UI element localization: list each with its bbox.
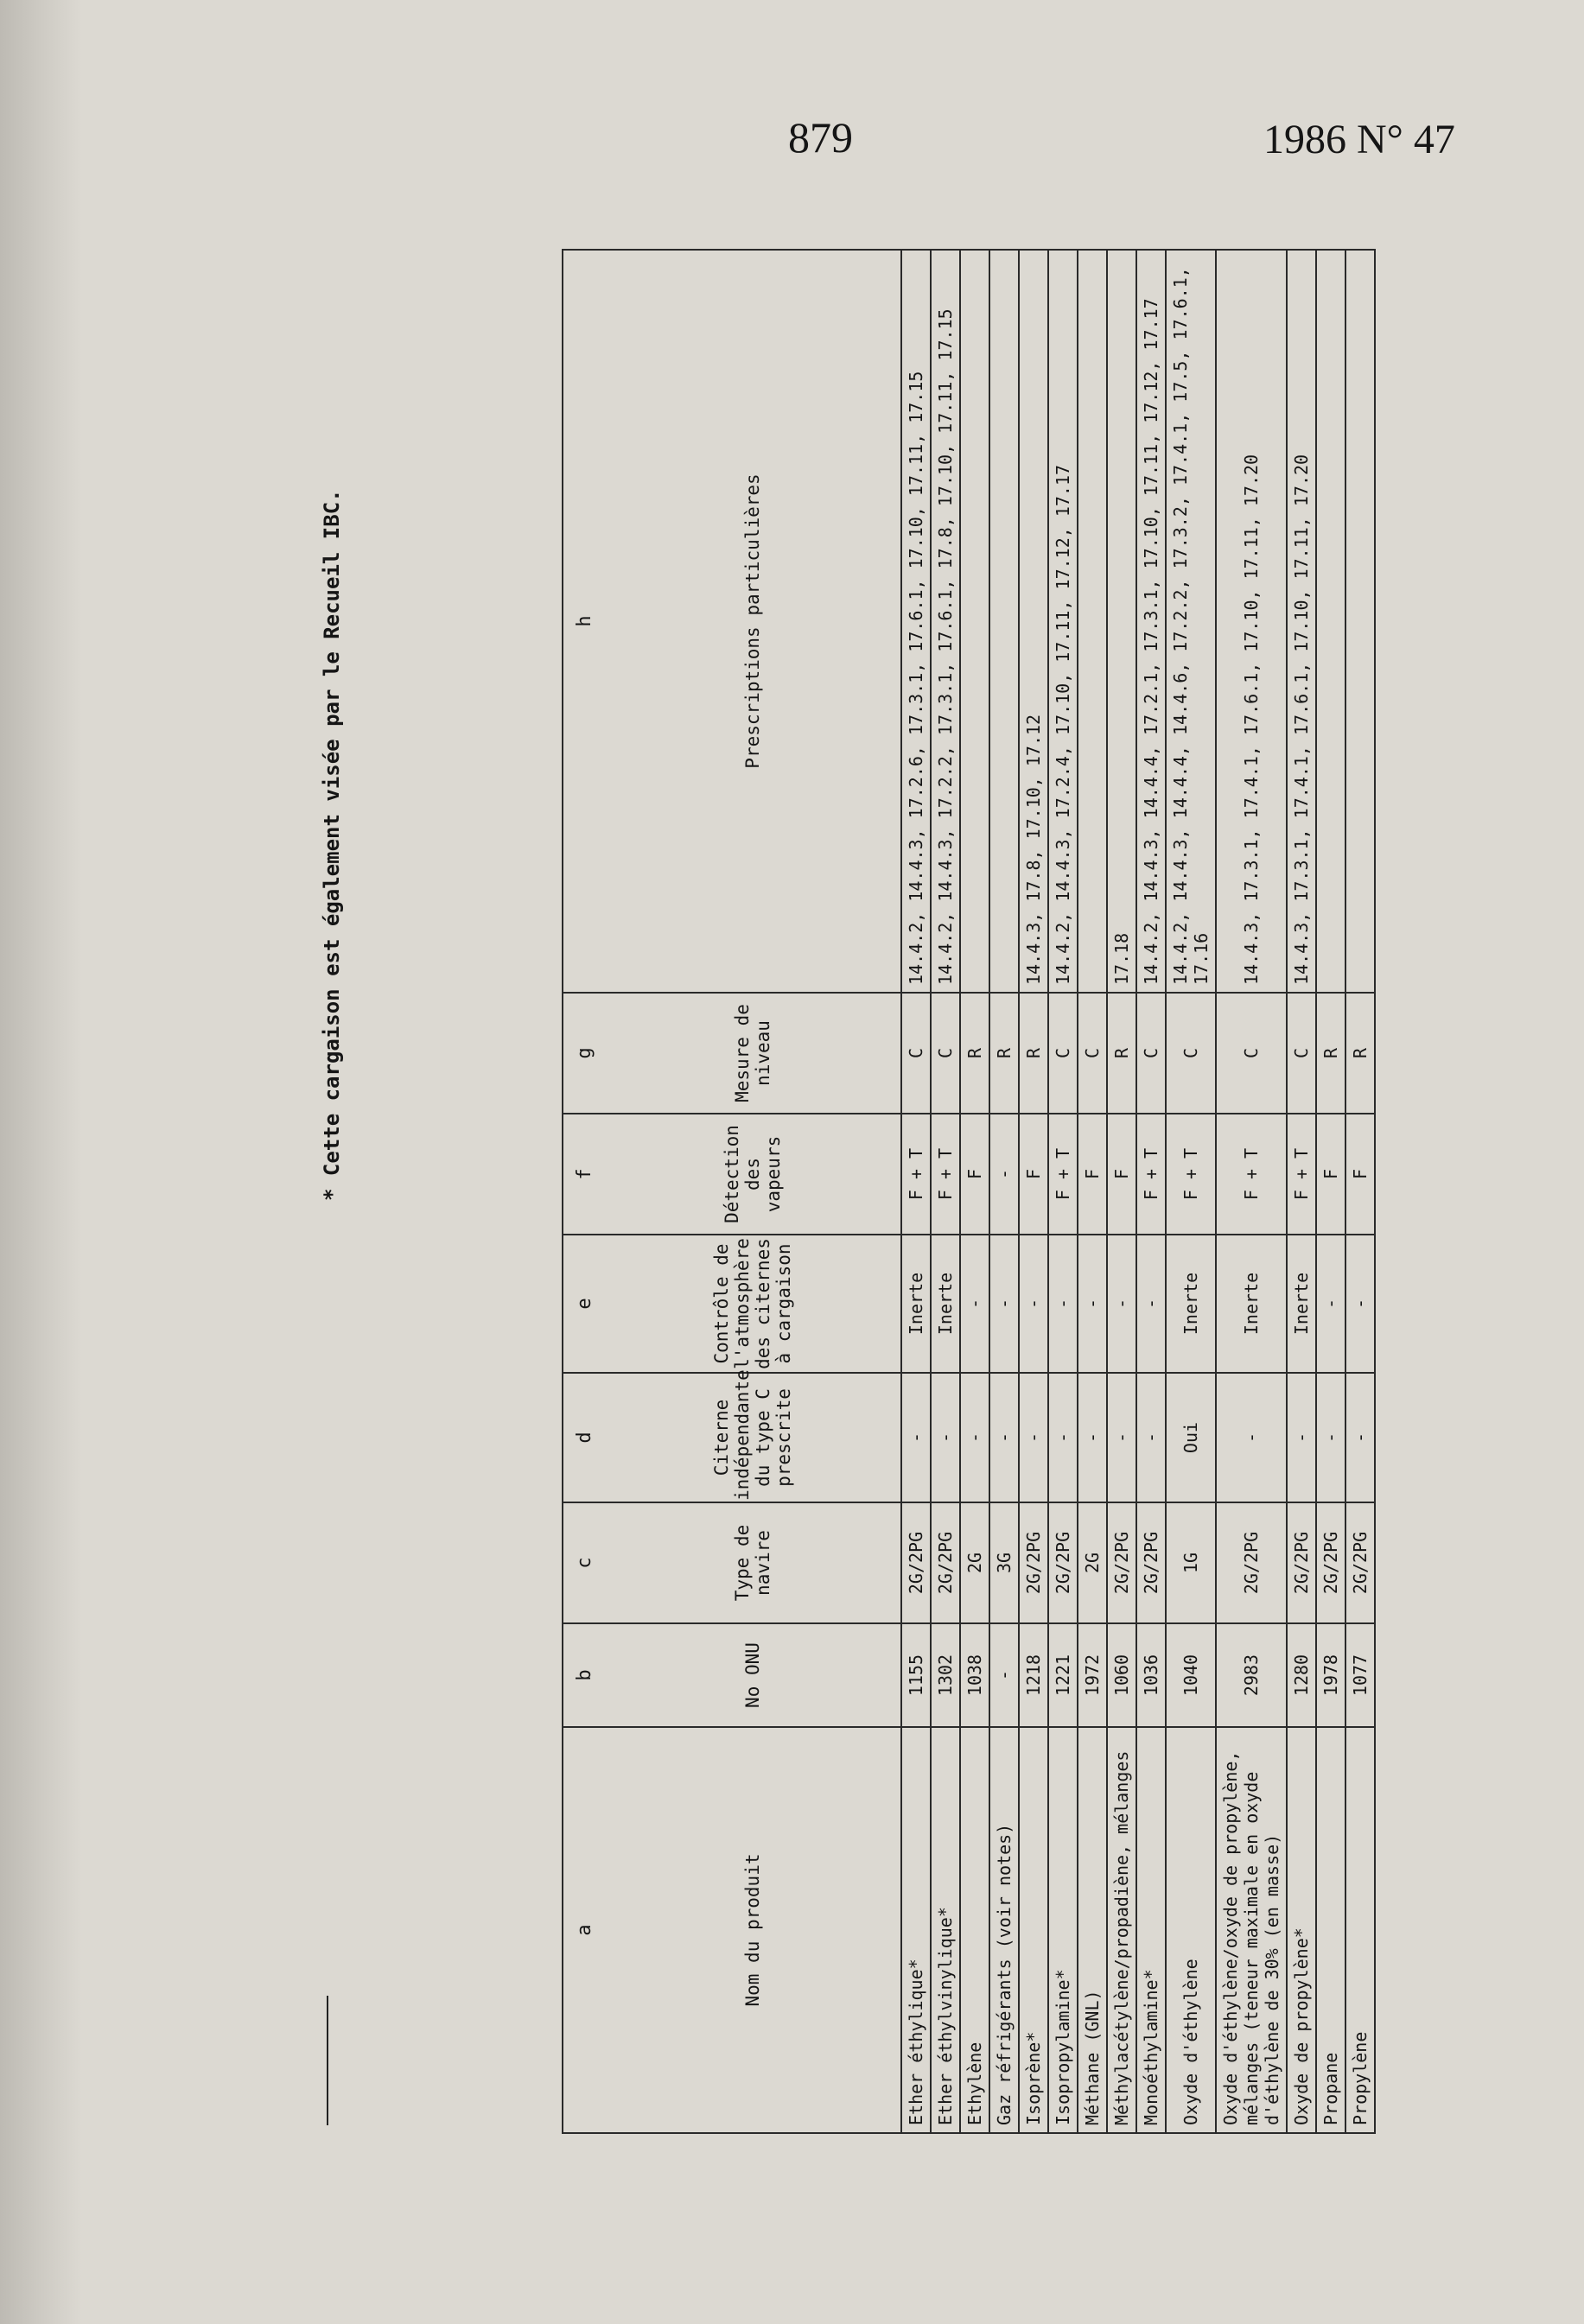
- table-cell: 2G/2PG: [1019, 1502, 1048, 1623]
- table-cell: 1221: [1048, 1623, 1078, 1727]
- table-cell: 2G/2PG: [1107, 1502, 1136, 1623]
- column-letter: f: [563, 1114, 605, 1235]
- column-letter: g: [563, 993, 605, 1114]
- table-cell: -: [1316, 1373, 1345, 1502]
- table-cell: 1978: [1316, 1623, 1345, 1727]
- table-cell: F + T: [931, 1114, 960, 1235]
- table-cell: Méthane (GNL): [1078, 1727, 1107, 2133]
- table-row: [1216, 250, 1287, 2133]
- table-cell: F: [1078, 1114, 1107, 1235]
- table-cell: F + T: [1136, 1114, 1166, 1235]
- table-cell: Gaz réfrigérants (voir notes): [989, 1727, 1019, 2133]
- table-cell: -: [931, 1373, 960, 1502]
- table-cell: 1040: [1166, 1623, 1216, 1727]
- column-letter: c: [563, 1502, 605, 1623]
- table-cell: [1345, 250, 1375, 993]
- table-row: [1107, 250, 1136, 2133]
- column-header: Contrôle de l'atmosphère des citernes à cargaison: [605, 1235, 901, 1373]
- table-cell: F + T: [901, 1114, 931, 1235]
- table-cell: -: [960, 1373, 989, 1502]
- table-row: [931, 250, 960, 2133]
- table-cell: C: [1136, 993, 1166, 1114]
- table-cell: 14.4.2, 14.4.3, 17.2.2, 17.3.1, 17.6.1, 17.8, 17.10, 17.11, 17.15: [931, 250, 960, 993]
- table-cell: -: [1019, 1235, 1048, 1373]
- table-cell: R: [989, 993, 1019, 1114]
- table-cell: -: [1048, 1235, 1078, 1373]
- table-cell: F + T: [1048, 1114, 1078, 1235]
- table-cell: 1G: [1166, 1502, 1216, 1623]
- table-row: [989, 250, 1019, 2133]
- footnote: * Cette cargaison est également visée par le Recueil IBC.: [320, 489, 344, 1201]
- table-cell: 14.4.3, 17.3.1, 17.4.1, 17.6.1, 17.10, 17.11, 17.20: [1216, 250, 1287, 993]
- column-letter: h: [563, 250, 605, 993]
- table-cell: [960, 250, 989, 993]
- table-cell: 1077: [1345, 1623, 1375, 1727]
- table-cell: F + T: [1166, 1114, 1216, 1235]
- table-cell: C: [931, 993, 960, 1114]
- table-cell: [1316, 250, 1345, 993]
- table-row: [901, 250, 931, 2133]
- table-row: [960, 250, 989, 2133]
- column-header: Détection des vapeurs: [605, 1114, 901, 1235]
- table-cell: Inerte: [901, 1235, 931, 1373]
- table-cell: -: [989, 1114, 1019, 1235]
- table-cell: [989, 250, 1019, 993]
- book-spine-shadow: [0, 0, 82, 2324]
- table-cell: 17.18: [1107, 250, 1136, 993]
- table-cell: [1078, 250, 1107, 993]
- table-row: [1316, 250, 1345, 2133]
- table-cell: C: [901, 993, 931, 1114]
- table-cell: F: [1345, 1114, 1375, 1235]
- table-cell: -: [1048, 1373, 1078, 1502]
- table-cell: 1302: [931, 1623, 960, 1727]
- column-letter: e: [563, 1235, 605, 1373]
- table-row: [1136, 250, 1166, 2133]
- table-cell: -: [1019, 1373, 1048, 1502]
- page-number: 879: [788, 113, 853, 162]
- table-cell: 2G/2PG: [1345, 1502, 1375, 1623]
- table-cell: -: [1287, 1373, 1316, 1502]
- table-cell: Oxyde de propylène*: [1287, 1727, 1316, 2133]
- cargo-table-frame: [562, 251, 1371, 2134]
- table-cell: 2G/2PG: [1048, 1502, 1078, 1623]
- table-cell: F + T: [1216, 1114, 1287, 1235]
- table-cell: 1972: [1078, 1623, 1107, 1727]
- column-header: Nom du produit: [605, 1727, 901, 2133]
- table-cell: Oui: [1166, 1373, 1216, 1502]
- table-cell: -: [1136, 1373, 1166, 1502]
- table-cell: -: [989, 1623, 1019, 1727]
- column-letter: d: [563, 1373, 605, 1502]
- table-cell: Propylène: [1345, 1727, 1375, 2133]
- table-cell: F: [1107, 1114, 1136, 1235]
- table-cell: R: [1316, 993, 1345, 1114]
- table-cell: 2G/2PG: [1316, 1502, 1345, 1623]
- column-header: Prescriptions particulières: [605, 250, 901, 993]
- column-header: Citerne indépendante du type C prescrite: [605, 1373, 901, 1502]
- table-cell: 2G: [960, 1502, 989, 1623]
- table-cell: C: [1048, 993, 1078, 1114]
- table-cell: -: [1345, 1373, 1375, 1502]
- table-cell: 3G: [989, 1502, 1019, 1623]
- table-cell: C: [1078, 993, 1107, 1114]
- table-cell: Isoprène*: [1019, 1727, 1048, 2133]
- table-cell: 1280: [1287, 1623, 1316, 1727]
- table-cell: -: [1078, 1235, 1107, 1373]
- table-cell: Inerte: [1216, 1235, 1287, 1373]
- table-row: [1287, 250, 1316, 2133]
- table-cell: Inerte: [1166, 1235, 1216, 1373]
- table-cell: 2G/2PG: [1216, 1502, 1287, 1623]
- table-cell: F: [1019, 1114, 1048, 1235]
- table-cell: -: [1107, 1235, 1136, 1373]
- table-cell: 2G/2PG: [931, 1502, 960, 1623]
- table-cell: F + T: [1287, 1114, 1316, 1235]
- table-cell: C: [1287, 993, 1316, 1114]
- table-cell: -: [1078, 1373, 1107, 1502]
- table-cell: C: [1166, 993, 1216, 1114]
- column-header: Mesure de niveau: [605, 993, 901, 1114]
- table-cell: C: [1216, 993, 1287, 1114]
- table-cell: -: [989, 1373, 1019, 1502]
- table-cell: Isopropylamine*: [1048, 1727, 1078, 2133]
- table-cell: F: [960, 1114, 989, 1235]
- table-cell: -: [1316, 1235, 1345, 1373]
- rotated-table-container: [562, 251, 1371, 2134]
- table-cell: Inerte: [931, 1235, 960, 1373]
- table-row: [1166, 250, 1216, 2133]
- table-cell: R: [1107, 993, 1136, 1114]
- table-cell: R: [1019, 993, 1048, 1114]
- table-cell: -: [1345, 1235, 1375, 1373]
- table-cell: 14.4.2, 14.4.3, 17.2.6, 17.3.1, 17.6.1, 17.10, 17.11, 17.15: [901, 250, 931, 993]
- table-cell: -: [989, 1235, 1019, 1373]
- table-cell: 2983: [1216, 1623, 1287, 1727]
- table-cell: Oxyde d'éthylène/oxyde de propylène, mélanges (teneur maximale en oxyde d'éthylène de 30% (en masse): [1216, 1727, 1287, 2133]
- table-cell: Propane: [1316, 1727, 1345, 2133]
- table-cell: 1038: [960, 1623, 989, 1727]
- table-cell: Ethylène: [960, 1727, 989, 2133]
- column-header: No ONU: [605, 1623, 901, 1727]
- table-cell: 14.4.2, 14.4.3, 14.4.4, 17.2.1, 17.3.1, 17.10, 17.11, 17.12, 17.17: [1136, 250, 1166, 993]
- table-cell: -: [1136, 1235, 1166, 1373]
- table-row: [1345, 250, 1375, 2133]
- table-cell: 2G/2PG: [1287, 1502, 1316, 1623]
- table-cell: 14.4.2, 14.4.3, 17.2.4, 17.10, 17.11, 17.12, 17.17: [1048, 250, 1078, 993]
- cargo-table-body: [901, 250, 1375, 2133]
- table-row: [1078, 250, 1107, 2133]
- table-cell: 1155: [901, 1623, 931, 1727]
- table-cell: 2G: [1078, 1502, 1107, 1623]
- table-cell: 14.4.3, 17.3.1, 17.4.1, 17.6.1, 17.10, 17.11, 17.20: [1287, 250, 1316, 993]
- footnote-rule: [327, 1996, 328, 2125]
- table-cell: Inerte: [1287, 1235, 1316, 1373]
- table-cell: -: [960, 1235, 989, 1373]
- table-row: [1048, 250, 1078, 2133]
- journal-issue: 1986 N° 47: [1263, 117, 1455, 162]
- table-cell: R: [960, 993, 989, 1114]
- column-letter: b: [563, 1623, 605, 1727]
- column-header: Type de navire: [605, 1502, 901, 1623]
- table-cell: 1036: [1136, 1623, 1166, 1727]
- table-cell: -: [1107, 1373, 1136, 1502]
- table-cell: 14.4.3, 17.8, 17.10, 17.12: [1019, 250, 1048, 993]
- table-cell: Ether éthylvinylique*: [931, 1727, 960, 2133]
- table-cell: Monoéthylamine*: [1136, 1727, 1166, 2133]
- table-cell: 2G/2PG: [1136, 1502, 1166, 1623]
- cargo-table: [562, 249, 1376, 2134]
- column-label-row: [605, 250, 901, 2133]
- table-cell: -: [1216, 1373, 1287, 1502]
- table-cell: -: [901, 1373, 931, 1502]
- column-letter-row: [563, 250, 605, 2133]
- table-cell: 14.4.2, 14.4.3, 14.4.4, 14.4.6, 17.2.2, 17.3.2, 17.4.1, 17.5, 17.6.1, 17.16: [1166, 250, 1216, 993]
- table-cell: Ether éthylique*: [901, 1727, 931, 2133]
- table-row: [1019, 250, 1048, 2133]
- table-cell: R: [1345, 993, 1375, 1114]
- table-cell: F: [1316, 1114, 1345, 1235]
- table-cell: Méthylacétylène/propadiène, mélanges: [1107, 1727, 1136, 2133]
- table-cell: 1218: [1019, 1623, 1048, 1727]
- column-letter: a: [563, 1727, 605, 2133]
- table-cell: 1060: [1107, 1623, 1136, 1727]
- table-cell: Oxyde d'éthylène: [1166, 1727, 1216, 2133]
- table-cell: 2G/2PG: [901, 1502, 931, 1623]
